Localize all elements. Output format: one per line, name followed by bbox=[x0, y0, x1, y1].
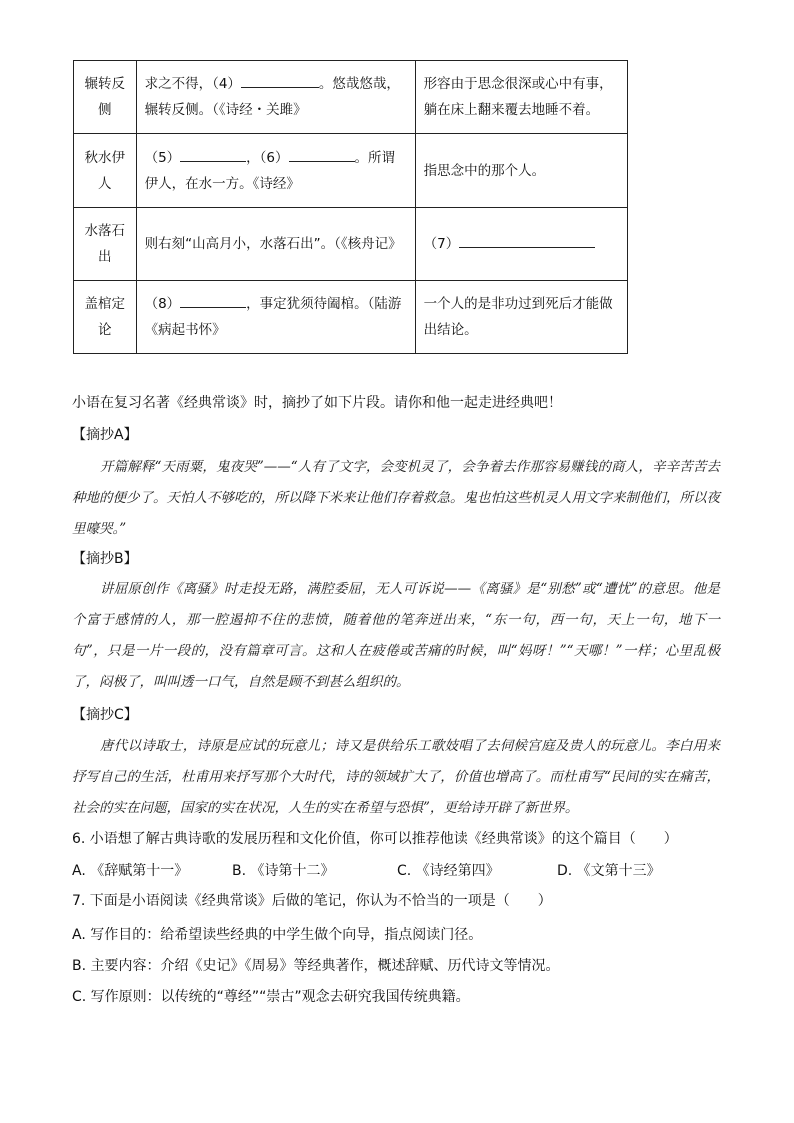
source-cell: 则右刻“山高月小，水落石出”。（《核舟记》 bbox=[136, 208, 415, 281]
answer-blank-5[interactable] bbox=[180, 147, 246, 162]
option-c[interactable]: C. 《诗经第四》 bbox=[397, 863, 500, 879]
excerpt-label-b: 【摘抄B】 bbox=[72, 551, 138, 567]
meaning-cell: （7） bbox=[415, 208, 627, 281]
excerpt-label-c: 【摘抄C】 bbox=[72, 707, 138, 723]
idiom-cell: 辗转反侧 bbox=[74, 61, 137, 134]
option-d[interactable]: D. 《文第十三》 bbox=[557, 863, 661, 879]
answer-blank-8[interactable] bbox=[180, 293, 246, 308]
option-b[interactable]: B. 主要内容：介绍《史记》《周易》等经典著作，概述辞赋、历代诗文等情况。 bbox=[72, 958, 560, 974]
idiom-cell: 秋水伊人 bbox=[74, 134, 137, 208]
source-cell: 求之不得，（4） 。悠哉悠哉， 辗转反侧。（《诗经・关雎》 bbox=[136, 61, 415, 134]
answer-blank-4[interactable] bbox=[241, 73, 319, 88]
excerpt-c: 唐代以诗取士，诗原是应试的玩意儿；诗又是供给乐工歌妓唱了去伺候宫庭及贵人的玩意儿。李白用来抒写自己的生活，杜甫用来抒写那个大时代，诗的领域扩大了，价值也增高了。而杜甫写“民间的实在痛苦，社会的实在问题，国家的实在状况，人生的实在希望与恐惧”，更给诗开辟了新世界。 bbox=[72, 738, 720, 816]
option-b[interactable]: B. 《诗第十二》 bbox=[232, 863, 335, 879]
excerpt-a: 开篇解释“天雨粟，鬼夜哭”——“人有了文字，会变机灵了，会争着去作那容易赚钱的商人，辛辛苦苦去种地的便少了。天怕人不够吃的，所以降下米来让他们存着救急。鬼也怕这些机灵人用文字来制他们，所以夜里嚎哭。” bbox=[72, 459, 720, 537]
excerpt-b: 讲屈原创作《离骚》时走投无路，满腔委屈，无人可诉说——《离骚》是“别愁”或“遭忧”的意思。他是个富于感情的人，那一腔遏抑不住的悲愤，随着他的笔奔迸出来，“东一句，西一句，天上一句，地下一句”，只是一片一段的，没有篇章可言。这和人在疲倦或苦痛的时候，叫“妈呀！”“天哪！”一样；心里乱极了，闷极了，叫叫透一口气，自然是顾不到甚么组织的。 bbox=[72, 581, 720, 690]
table-row bbox=[74, 281, 628, 354]
idiom-cell: 水落石出 bbox=[74, 208, 137, 281]
answer-blank-6[interactable] bbox=[289, 147, 355, 162]
question-6-stem: 6. 小语想了解古典诗歌的发展历程和文化价值，你可以推荐他读《经典常谈》的这个篇目（ ） bbox=[72, 831, 678, 847]
source-cell: （5） ，（6） 。所谓伊人，在水一方。《诗经》 bbox=[136, 134, 415, 208]
option-a[interactable]: A. 《辞赋第十一》 bbox=[72, 863, 189, 879]
table-row bbox=[74, 134, 628, 208]
meaning-cell: 一个人的是非功过到死后才能做出结论。 bbox=[415, 281, 627, 354]
idiom-cell: 盖棺定论 bbox=[74, 281, 137, 354]
excerpt-label-a: 【摘抄A】 bbox=[72, 427, 138, 443]
idiom-table bbox=[73, 60, 628, 354]
meaning-cell: 指思念中的那个人。 bbox=[415, 134, 627, 208]
answer-blank-7[interactable] bbox=[459, 233, 595, 248]
intro-text: 小语在复习名著《经典常谈》时，摘抄了如下片段。请你和他一起走进经典吧！ bbox=[72, 395, 562, 411]
table-row bbox=[74, 61, 628, 134]
question-7-stem: 7. 下面是小语阅读《经典常谈》后做的笔记，你认为不恰当的一项是（ ） bbox=[72, 893, 552, 909]
source-cell: （8） ，事定犹须待阖棺。（陆游《病起书怀》 bbox=[136, 281, 415, 354]
meaning-cell: 形容由于思念很深或心中有事，躺在床上翻来覆去地睡不着。 bbox=[415, 61, 627, 134]
question-6-options bbox=[72, 860, 712, 882]
option-a[interactable]: A. 写作目的：给希望读些经典的中学生做个向导，指点阅读门径。 bbox=[72, 927, 483, 943]
table-row bbox=[74, 208, 628, 281]
option-c[interactable]: C. 写作原则：以传统的“尊经”“崇古”观念去研究我国传统典籍。 bbox=[72, 989, 470, 1005]
